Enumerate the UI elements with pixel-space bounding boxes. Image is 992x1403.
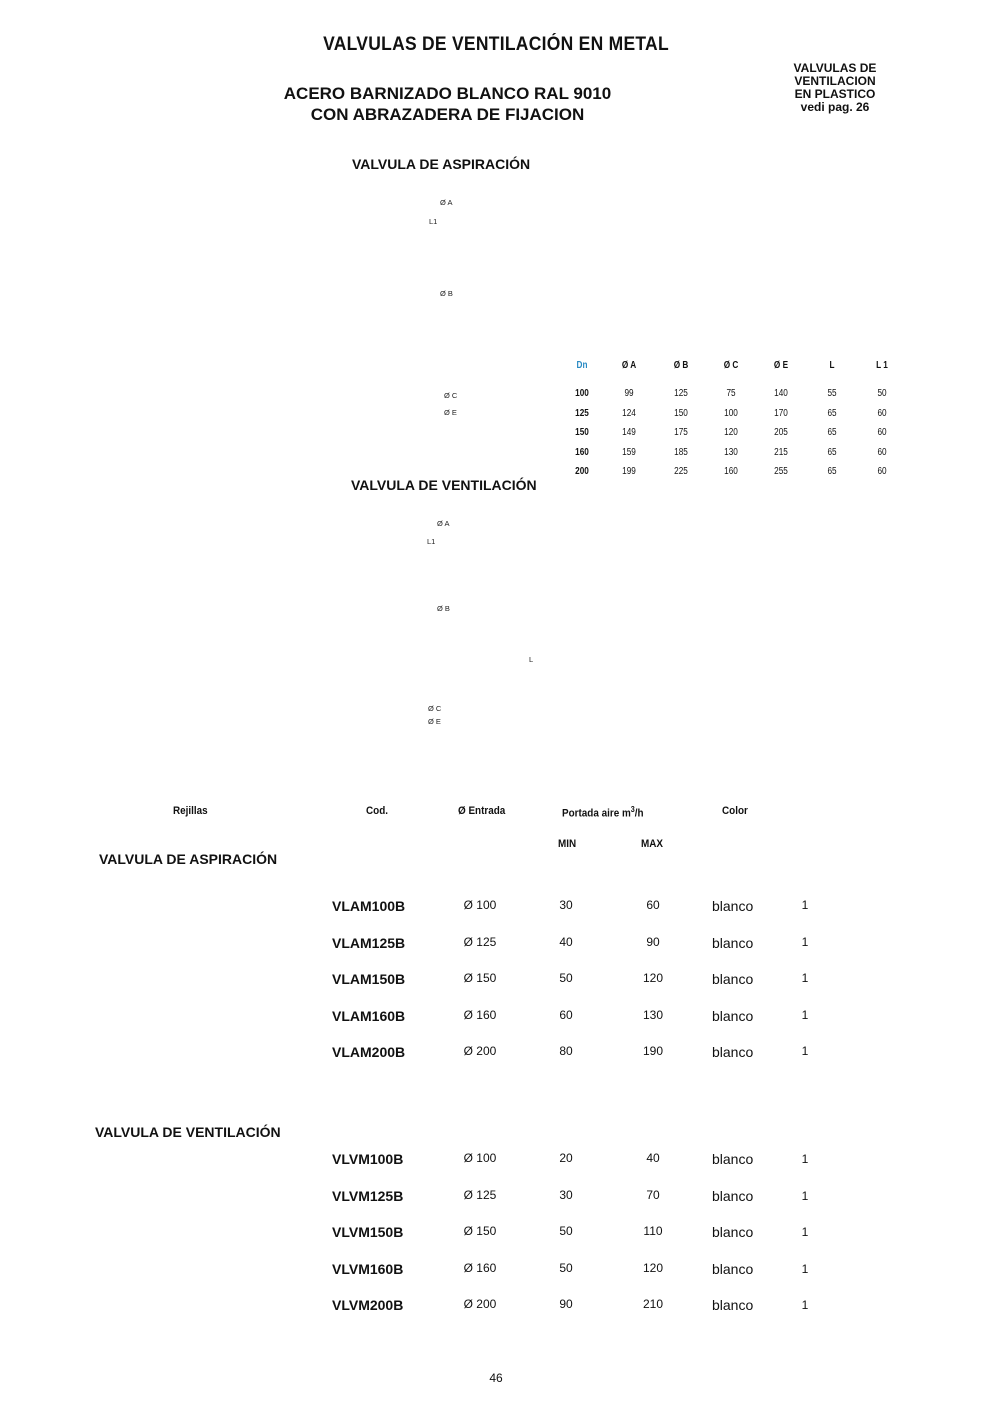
spec-cell: 75 xyxy=(726,388,736,399)
airflow-min: 30 xyxy=(559,898,573,912)
dim-label-b: Ø B xyxy=(440,289,453,298)
dim-label-l1: L1 xyxy=(427,537,436,546)
spec-dn-cell: 200 xyxy=(575,466,589,478)
spec-cell: 140 xyxy=(774,388,788,399)
col-header-rejillas: Rejillas xyxy=(173,805,208,817)
dim-label-a: Ø A xyxy=(440,198,453,207)
aspiracion-diagram-heading: VALVULA DE ASPIRACIÓN xyxy=(352,156,531,172)
spec-header-cell: L xyxy=(829,360,835,371)
product-code: VLVM150B xyxy=(332,1224,404,1241)
spec-cell: 205 xyxy=(774,427,788,439)
group-heading-aspiracion: VALVULA DE ASPIRACIÓN xyxy=(99,851,278,867)
portada-exponent: 3 xyxy=(630,805,635,814)
product-quantity: 1 xyxy=(801,1261,809,1276)
plastic-valves-note xyxy=(770,62,900,114)
side-note-line: vedi pag. 26 xyxy=(800,100,870,114)
product-code: VLAM150B xyxy=(332,971,406,988)
product-diameter: Ø 150 xyxy=(463,1224,497,1239)
airflow-max: 70 xyxy=(646,1187,660,1202)
spec-header-cell: Ø A xyxy=(621,360,637,371)
spec-cell: 255 xyxy=(774,466,788,478)
airflow-min: 40 xyxy=(559,934,573,949)
spec-header-cell: Ø E xyxy=(773,360,789,371)
product-color: blanco xyxy=(712,1151,754,1167)
product-code: VLAM200B xyxy=(332,1044,406,1061)
product-diameter: Ø 200 xyxy=(463,1297,497,1312)
product-color: blanco xyxy=(712,1044,754,1061)
spec-cell: 149 xyxy=(622,427,636,439)
airflow-max: 120 xyxy=(642,1260,664,1275)
spec-cell: 65 xyxy=(827,407,837,419)
product-row xyxy=(0,1008,992,1028)
product-color: blanco xyxy=(712,1187,754,1204)
spec-cell: 65 xyxy=(827,446,837,458)
product-diameter: Ø 160 xyxy=(463,1260,497,1275)
product-quantity: 1 xyxy=(801,1225,809,1240)
spec-cell: 60 xyxy=(877,427,887,439)
product-diameter: Ø 100 xyxy=(463,898,497,912)
product-row xyxy=(0,1188,992,1208)
side-note-line: EN PLASTICO xyxy=(794,87,876,101)
spec-cell: 99 xyxy=(624,388,634,399)
spec-header-cell: L 1 xyxy=(876,360,888,371)
portada-label: Portada aire m xyxy=(562,807,631,820)
product-row xyxy=(0,935,992,955)
product-color: blanco xyxy=(712,1224,754,1241)
spec-cell: 60 xyxy=(877,407,887,419)
subtitle-line-1: ACERO BARNIZADO BLANCO RAL 9010 xyxy=(283,84,612,103)
product-row xyxy=(0,1261,992,1281)
subtitle-line-2: CON ABRAZADERA DE FIJACION xyxy=(310,105,585,124)
spec-cell: 55 xyxy=(827,388,837,399)
spec-cell: 60 xyxy=(877,466,887,478)
spec-header-cell: Ø B xyxy=(673,360,689,371)
airflow-max: 120 xyxy=(642,971,664,986)
col-header-min: MIN xyxy=(558,838,577,850)
spec-dn-cell: 100 xyxy=(575,388,589,399)
airflow-min: 90 xyxy=(559,1297,573,1312)
dim-label-l: L xyxy=(529,655,534,664)
airflow-min: 60 xyxy=(559,1007,573,1022)
product-color: blanco xyxy=(712,898,754,914)
dim-label-e: Ø E xyxy=(444,408,457,417)
spec-cell: 125 xyxy=(674,388,688,399)
product-quantity: 1 xyxy=(801,1298,809,1313)
product-row xyxy=(0,1044,992,1064)
spec-header-cell: Ø C xyxy=(723,360,739,371)
airflow-min: 20 xyxy=(559,1151,573,1165)
portada-unit: /h xyxy=(634,807,644,820)
dim-label-l1: L1 xyxy=(429,217,438,226)
product-row xyxy=(0,1151,992,1171)
spec-cell: 215 xyxy=(774,446,788,458)
ventilacion-diagram-heading: VALVULA DE VENTILACIÓN xyxy=(351,477,537,493)
product-quantity: 1 xyxy=(801,1007,809,1022)
product-color: blanco xyxy=(712,1260,754,1277)
airflow-max: 210 xyxy=(642,1297,664,1312)
spec-cell: 175 xyxy=(674,427,688,439)
product-diameter: Ø 100 xyxy=(463,1151,497,1165)
airflow-max: 110 xyxy=(643,1224,663,1239)
spec-cell: 65 xyxy=(827,427,837,439)
spec-cell: 159 xyxy=(622,446,636,458)
product-quantity: 1 xyxy=(801,898,809,912)
product-quantity: 1 xyxy=(801,934,809,949)
product-code: VLVM125B xyxy=(332,1187,404,1204)
spec-cell: 185 xyxy=(674,446,688,458)
airflow-max: 60 xyxy=(646,898,660,912)
product-code: VLAM100B xyxy=(332,898,406,914)
product-color: blanco xyxy=(712,971,754,988)
spec-cell: 50 xyxy=(877,388,887,399)
airflow-min: 50 xyxy=(559,971,573,986)
product-diameter: Ø 160 xyxy=(463,1007,497,1022)
spec-dn-cell: 160 xyxy=(575,446,589,458)
airflow-min: 50 xyxy=(559,1224,573,1239)
airflow-max: 190 xyxy=(642,1044,664,1059)
col-header-entrada: Ø Entrada xyxy=(458,805,506,817)
product-color: blanco xyxy=(712,1007,754,1024)
spec-header-cell: Dn xyxy=(576,360,588,371)
airflow-max: 90 xyxy=(646,934,660,949)
product-diameter: Ø 200 xyxy=(463,1044,497,1059)
spec-cell: 120 xyxy=(724,427,738,439)
dim-label-a: Ø A xyxy=(437,519,450,528)
spec-cell: 170 xyxy=(774,407,788,419)
product-quantity: 1 xyxy=(801,1188,809,1203)
product-quantity: 1 xyxy=(801,971,809,986)
dim-label-c: Ø C xyxy=(444,391,458,400)
product-diameter: Ø 125 xyxy=(463,1187,497,1202)
product-row xyxy=(0,1297,992,1317)
spec-cell: 130 xyxy=(724,446,738,458)
product-quantity: 1 xyxy=(801,1044,809,1059)
airflow-max: 130 xyxy=(642,1007,664,1022)
dim-label-e: Ø E xyxy=(428,717,441,726)
spec-dn-cell: 125 xyxy=(575,407,589,419)
page-number: 46 xyxy=(489,1371,503,1385)
spec-cell: 150 xyxy=(674,407,688,419)
spec-dn-cell: 150 xyxy=(575,427,589,439)
spec-cell: 160 xyxy=(724,466,738,478)
product-diameter: Ø 125 xyxy=(463,934,497,949)
dim-label-b: Ø B xyxy=(437,604,450,613)
page-title: VALVULAS DE VENTILACIÓN EN METAL xyxy=(323,34,669,55)
airflow-min: 80 xyxy=(559,1044,573,1059)
col-header-color: Color xyxy=(722,805,748,817)
product-row xyxy=(0,898,992,918)
side-note-line: VALVULAS DE xyxy=(793,61,877,75)
spec-cell: 65 xyxy=(827,466,837,478)
product-code: VLVM200B xyxy=(332,1297,404,1314)
spec-cell: 199 xyxy=(622,466,636,478)
product-color: blanco xyxy=(712,934,754,951)
group-heading-ventilacion: VALVULA DE VENTILACIÓN xyxy=(95,1124,281,1140)
spec-cell: 100 xyxy=(724,407,738,419)
product-code: VLAM125B xyxy=(332,934,406,951)
product-color: blanco xyxy=(712,1297,754,1314)
product-row xyxy=(0,971,992,991)
col-header-portada xyxy=(562,805,644,820)
airflow-min: 50 xyxy=(559,1260,573,1275)
product-code: VLVM160B xyxy=(332,1260,404,1277)
col-header-cod: Cod. xyxy=(366,805,389,817)
dim-label-c: Ø C xyxy=(428,704,442,713)
spec-cell: 225 xyxy=(674,466,688,478)
spec-cell: 60 xyxy=(877,446,887,458)
product-diameter: Ø 150 xyxy=(463,971,497,986)
product-code: VLAM160B xyxy=(332,1007,406,1024)
airflow-max: 40 xyxy=(646,1151,660,1165)
spec-cell: 124 xyxy=(622,407,636,419)
side-note-line: VENTILACION xyxy=(794,74,876,88)
product-quantity: 1 xyxy=(801,1152,809,1166)
product-row xyxy=(0,1224,992,1244)
col-header-max: MAX xyxy=(641,838,664,850)
product-code: VLVM100B xyxy=(332,1151,404,1167)
airflow-min: 30 xyxy=(559,1187,573,1202)
